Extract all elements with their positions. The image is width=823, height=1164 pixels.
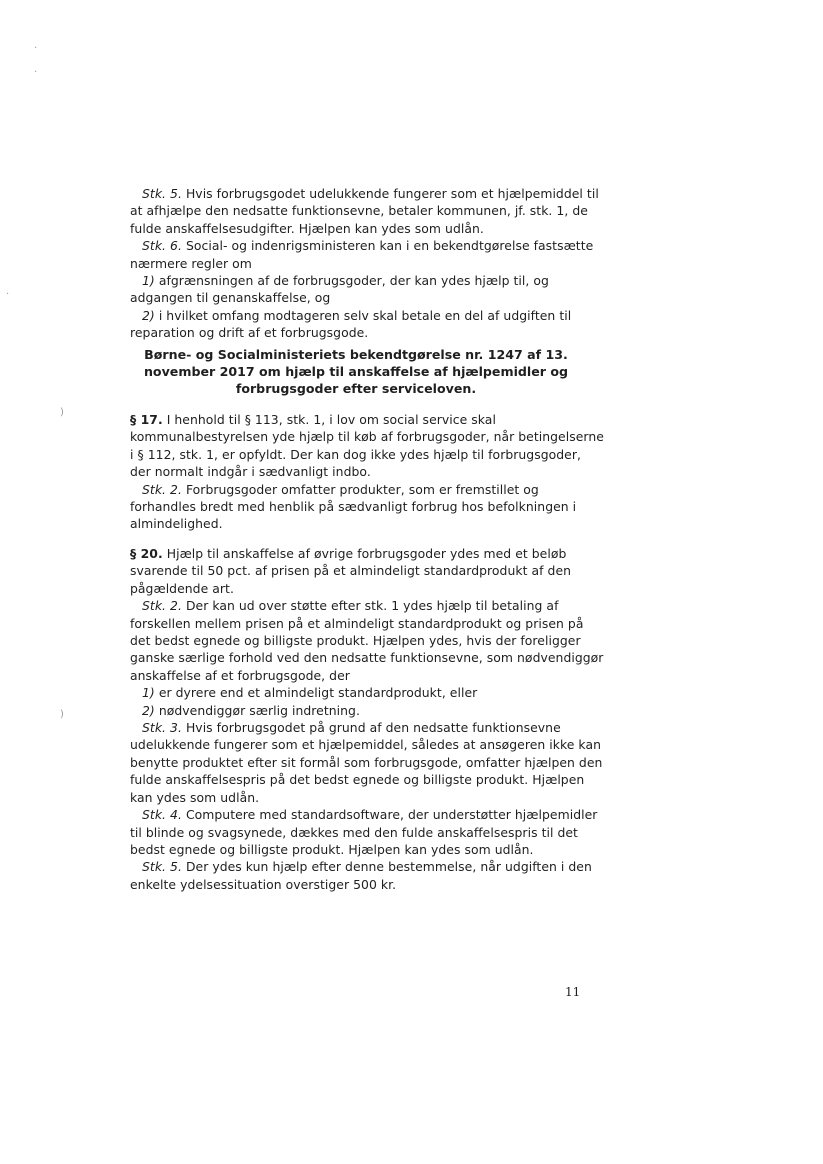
section-17-first-line: § 17. I henhold til § 113, stk. 1, i lov om social service skal [130, 412, 496, 427]
item-2-line: 2) nødvendiggør særlig indretning. [142, 702, 360, 718]
text-line: til blinde og svagsynede, dækkes med den fulde anskaffelsespris til det [130, 824, 578, 840]
heading-line: forbrugsgoder efter serviceloven. [235, 381, 477, 396]
text-line: ganske særlige forhold ved den nedsatte funktionsevne, som nødvendiggør [130, 650, 604, 666]
text-line: benytte produktet efter sit formål som forbrugsgode, omfatter hjælpen den [130, 754, 603, 770]
scan-speck: · [34, 43, 38, 54]
text-line: udelukkende fungerer som et hjælpemiddel, således at ansøgeren ikke kan [130, 737, 601, 753]
item-2-line: 2) i hvilket omfang modtageren selv skal betale en del af udgiften til [142, 307, 572, 323]
heading-line: Børne- og Socialministeriets bekendtgørelse nr. 1247 af 13. [144, 347, 568, 362]
section-17 [130, 411, 604, 533]
stk5-line: Stk. 5. Hvis forbrugsgodet udelukkende fungerer som et hjælpemiddel til [142, 186, 599, 201]
stk3-line: Stk. 3. Hvis forbrugsgodet på grund af den nedsatte funktionsevne [142, 720, 561, 736]
paragraphs-top [130, 185, 599, 342]
text-line: det bedst egnede og billigste produkt. Hjælpen ydes, hvis der foreligger [130, 633, 581, 649]
text-line: fulde anskaffelsesudgifter. Hjælpen kan ydes som udlån. [130, 220, 484, 236]
heading-line: november 2017 om hjælp til anskaffelse af hjælpemidler og [143, 364, 569, 379]
text-line: bedst egnede og billigste produkt. Hjælpen kan ydes som udlån. [130, 841, 534, 857]
text-line: at afhjælpe den nedsatte funktionsevne, betaler kommunen, jf. stk. 1, de [130, 203, 588, 219]
text-line: i § 112, stk. 1, er opfyldt. Der kan dog ikke ydes hjælp til forbrugsgoder, [130, 446, 581, 462]
section-20-first-line: § 20. Hjælp til anskaffelse af øvrige forbrugsgoder ydes med et beløb [130, 546, 567, 561]
text-line: fulde anskaffelsespris på det bedst egnede og billigste produkt. Hjælpen [130, 772, 585, 788]
item-1-line: 1) er dyrere end et almindeligt standardprodukt, eller [142, 685, 478, 701]
stk5-line: Stk. 5. Der ydes kun hjælp efter denne bestemmelse, når udgiften i den [142, 859, 592, 875]
stk2-line: Stk. 2. Forbrugsgoder omfatter produkter, som er fremstillet og [142, 481, 539, 497]
scan-speck: · [6, 289, 10, 300]
text-line: svarende til 50 pct. af prisen på et almindeligt standardprodukt af den [130, 563, 572, 579]
section-heading [130, 346, 582, 397]
text-line: pågældende art. [130, 580, 234, 596]
stk6-line: Stk. 6. Social- og indenrigsministeren kan i en bekendtgørelse fastsætte [142, 238, 594, 254]
text-line: der normalt indgår i sædvanligt indbo. [130, 464, 371, 480]
stk2-line: Stk. 2. Der kan ud over støtte efter stk. 1 ydes hjælp til betaling af [142, 598, 559, 614]
scan-speck: ) [60, 407, 64, 418]
text-line: forhandles bredt med henblik på sædvanligt forbrug hos befolkningen i [130, 499, 577, 515]
page-number: 11 [565, 985, 581, 999]
text-line: adgangen til genanskaffelse, og [130, 290, 331, 306]
scan-speck: · [34, 67, 38, 78]
text-line: nærmere regler om [130, 255, 252, 271]
text-line: almindelighed. [130, 516, 223, 532]
scan-speck: ) [60, 709, 64, 720]
text-line: kommunalbestyrelsen yde hjælp til køb af forbrugsgoder, når betingelserne [130, 429, 604, 445]
text-line: forskellen mellem prisen på et almindeligt standardprodukt og prisen på [130, 615, 584, 631]
text-line: kan ydes som udlån. [130, 789, 260, 805]
text-line: anskaffelse af et forbrugsgode, der [130, 667, 350, 683]
item-1-line: 1) afgrænsningen af de forbrugsgoder, der kan ydes hjælp til, og [142, 273, 549, 289]
section-20 [130, 545, 604, 893]
stk4-line: Stk. 4. Computere med standardsoftware, der understøtter hjælpemidler [142, 807, 598, 823]
text-line: enkelte ydelsessituation overstiger 500 kr. [130, 876, 397, 892]
text-line: reparation og drift af et forbrugsgode. [130, 325, 369, 341]
